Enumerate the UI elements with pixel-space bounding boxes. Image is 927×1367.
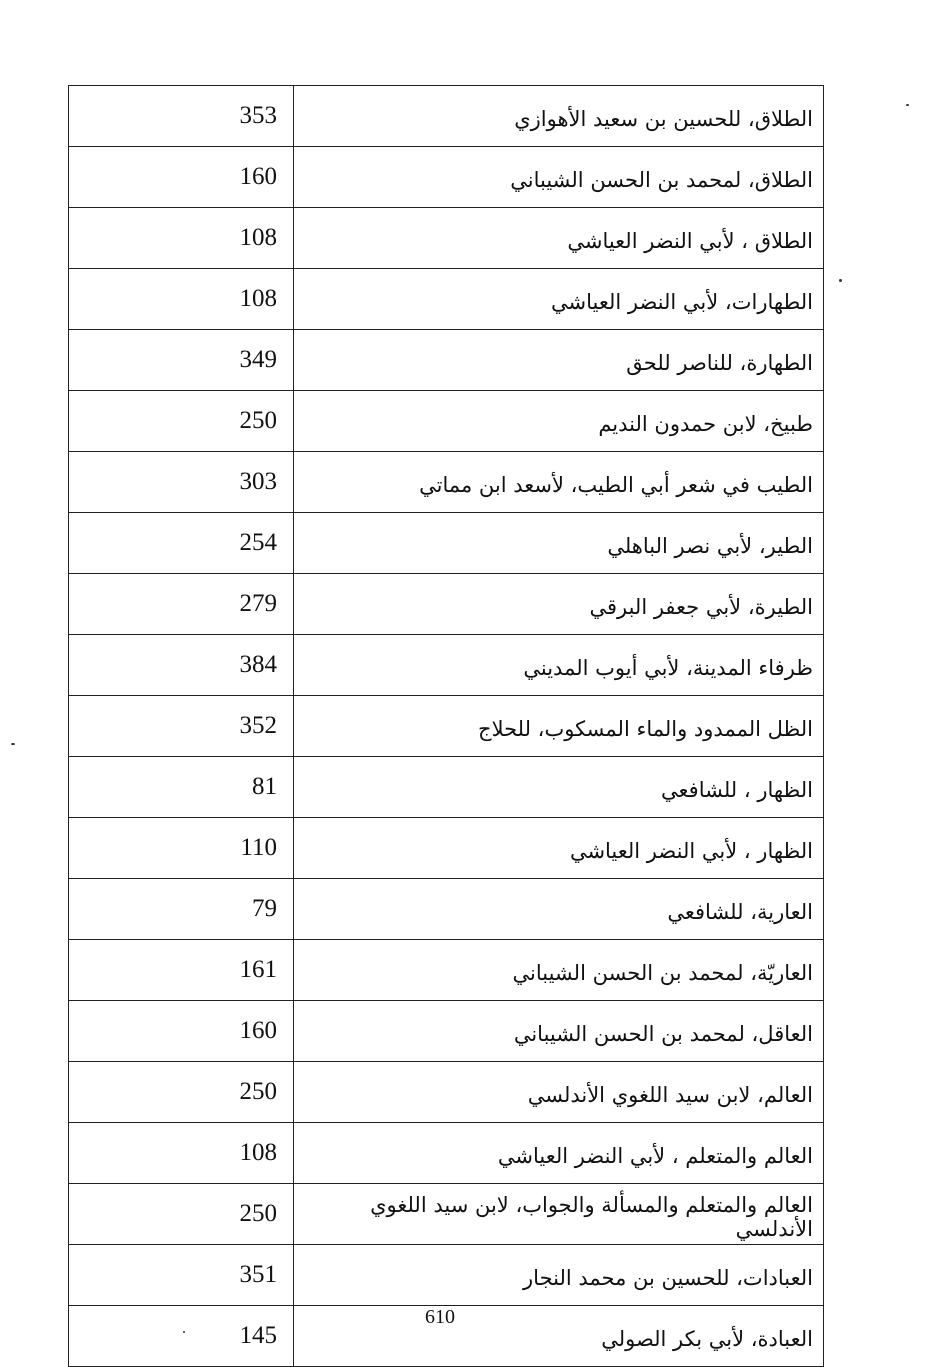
entry-title: العبادة، لأبي بكر الصولي xyxy=(294,1306,824,1367)
table-row xyxy=(69,635,824,696)
table-row xyxy=(69,513,824,574)
entry-page: 108 xyxy=(69,208,294,269)
table-row xyxy=(69,574,824,635)
entry-page: 161 xyxy=(69,940,294,1001)
entry-page: 250 xyxy=(69,391,294,452)
table-row xyxy=(69,1123,824,1184)
entry-title: الطيرة، لأبي جعفر البرقي xyxy=(294,574,824,635)
entry-title: العاريّة، لمحمد بن الحسن الشيباني xyxy=(294,940,824,1001)
table-row xyxy=(69,208,824,269)
table-row xyxy=(69,757,824,818)
table-row xyxy=(69,86,824,147)
entry-title: الطلاق، لمحمد بن الحسن الشيباني xyxy=(294,147,824,208)
entry-page: 145 xyxy=(69,1306,294,1367)
entry-page: 160 xyxy=(69,147,294,208)
table-row xyxy=(69,330,824,391)
entry-title: العبادات، للحسين بن محمد النجار xyxy=(294,1245,824,1306)
entry-title: العالم والمتعلم ، لأبي النضر العياشي xyxy=(294,1123,824,1184)
table-row xyxy=(69,147,824,208)
table-row xyxy=(69,1184,824,1245)
entry-page: 108 xyxy=(69,1123,294,1184)
entry-page: 81 xyxy=(69,757,294,818)
entry-title: العالم والمتعلم والمسألة والجواب، لابن سيد اللغوي الأندلسي xyxy=(294,1184,824,1245)
table-row xyxy=(69,391,824,452)
entry-title: الطلاق ، لأبي النضر العياشي xyxy=(294,208,824,269)
entry-title: الظل الممدود والماء المسكوب، للحلاج xyxy=(294,696,824,757)
entry-page: 250 xyxy=(69,1184,294,1245)
entry-title: الطهارات، لأبي النضر العياشي xyxy=(294,269,824,330)
entry-page: 351 xyxy=(69,1245,294,1306)
entry-page: 79 xyxy=(69,879,294,940)
entry-title: العاقل، لمحمد بن الحسن الشيباني xyxy=(294,1001,824,1062)
entry-page: 349 xyxy=(69,330,294,391)
table-row xyxy=(69,1245,824,1306)
entry-title: الظهار ، للشافعي xyxy=(294,757,824,818)
table-row xyxy=(69,818,824,879)
entry-title: طبيخ، لابن حمدون النديم xyxy=(294,391,824,452)
table-row xyxy=(69,879,824,940)
entry-page: 110 xyxy=(69,818,294,879)
entry-page: 254 xyxy=(69,513,294,574)
entry-page: 250 xyxy=(69,1062,294,1123)
table-row xyxy=(69,1062,824,1123)
scan-speck xyxy=(11,743,15,745)
scan-speck xyxy=(839,279,842,282)
page-number: 610 xyxy=(425,1306,455,1328)
entry-page: 384 xyxy=(69,635,294,696)
entry-title: العارية، للشافعي xyxy=(294,879,824,940)
scan-speck xyxy=(906,104,909,106)
entry-title: العالم، لابن سيد اللغوي الأندلسي xyxy=(294,1062,824,1123)
entry-page: 108 xyxy=(69,269,294,330)
table-row xyxy=(69,452,824,513)
entry-page: 352 xyxy=(69,696,294,757)
index-table xyxy=(68,85,824,1367)
entry-title: الطير، لأبي نصر الباهلي xyxy=(294,513,824,574)
entry-page: 353 xyxy=(69,86,294,147)
table-row xyxy=(69,269,824,330)
entry-title: ظرفاء المدينة، لأبي أيوب المديني xyxy=(294,635,824,696)
table-row xyxy=(69,1001,824,1062)
entry-title: الطلاق، للحسين بن سعيد الأهوازي xyxy=(294,86,824,147)
table-row xyxy=(69,696,824,757)
entry-page: 279 xyxy=(69,574,294,635)
entry-page: 160 xyxy=(69,1001,294,1062)
entry-title: الطيب في شعر أبي الطيب، لأسعد ابن مماتي xyxy=(294,452,824,513)
entry-page: 303 xyxy=(69,452,294,513)
scan-speck xyxy=(183,1331,185,1333)
entry-title: الطهارة، للناصر للحق xyxy=(294,330,824,391)
entry-title: الظهار ، لأبي النضر العياشي xyxy=(294,818,824,879)
table-row xyxy=(69,940,824,1001)
